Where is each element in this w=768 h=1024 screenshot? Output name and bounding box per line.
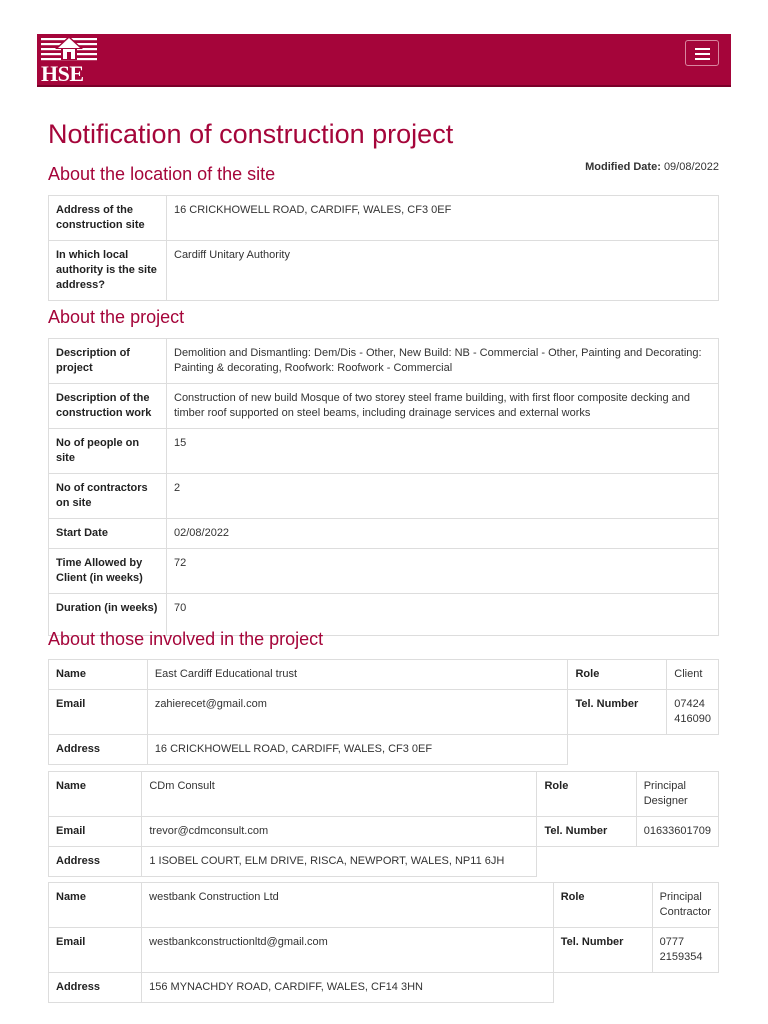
party-name: westbank Construction Ltd	[142, 883, 554, 928]
table-row	[49, 928, 719, 973]
row-value: 02/08/2022	[167, 519, 719, 549]
row-label: In which local authority is the site address?	[49, 241, 167, 301]
empty-cell	[568, 735, 719, 765]
party-address: 1 ISOBEL COURT, ELM DRIVE, RISCA, NEWPORT, WALES, NP11 6JH	[142, 847, 537, 877]
party-role: Principal Designer	[636, 772, 718, 817]
hamburger-icon	[695, 48, 710, 50]
party-email: trevor@cdmconsult.com	[142, 817, 537, 847]
modified-date-label: Modified Date:	[585, 161, 661, 173]
email-label: Email	[49, 690, 148, 735]
site-header	[37, 34, 731, 87]
table-row	[49, 196, 719, 241]
email-label: Email	[49, 817, 142, 847]
row-label: Start Date	[49, 519, 167, 549]
party-email: zahierecet@gmail.com	[147, 690, 568, 735]
hse-logo-text: HSE	[41, 61, 84, 86]
row-label: Description of the construction work	[49, 384, 167, 429]
address-label: Address	[49, 973, 142, 1003]
party-role: Principal Contractor	[652, 883, 718, 928]
party-name: East Cardiff Educational trust	[147, 660, 568, 690]
name-label: Name	[49, 883, 142, 928]
party-tel: 07424 416090	[667, 690, 719, 735]
row-label: No of people on site	[49, 429, 167, 474]
project-heading: About the project	[48, 307, 185, 327]
tel-label: Tel. Number	[553, 928, 652, 973]
hamburger-icon	[695, 53, 710, 55]
table-row	[49, 384, 719, 429]
row-value: 2	[167, 474, 719, 519]
table-row	[49, 241, 719, 301]
name-label: Name	[49, 772, 142, 817]
party-name: CDm Consult	[142, 772, 537, 817]
party-email: westbankconstructionltd@gmail.com	[142, 928, 554, 973]
party-role: Client	[667, 660, 719, 690]
page-title: Notification of construction project	[48, 119, 454, 149]
hamburger-icon	[695, 58, 710, 60]
party-tel: 01633601709	[636, 817, 718, 847]
table-row	[49, 690, 719, 735]
row-value: 16 CRICKHOWELL ROAD, CARDIFF, WALES, CF3 0EF	[167, 196, 719, 241]
modified-date-value: 09/08/2022	[663, 161, 719, 173]
role-label: Role	[568, 660, 667, 690]
modified-date	[585, 161, 719, 173]
row-label: Description of project	[49, 339, 167, 384]
role-label: Role	[537, 772, 636, 817]
row-value: 70	[167, 594, 719, 636]
location-table	[48, 195, 719, 301]
party-address: 16 CRICKHOWELL ROAD, CARDIFF, WALES, CF3 0EF	[147, 735, 568, 765]
table-row	[49, 817, 719, 847]
project-table	[48, 338, 719, 636]
empty-cell	[537, 847, 719, 877]
involved-heading: About those involved in the project	[48, 629, 324, 649]
email-label: Email	[49, 928, 142, 973]
row-label: Time Allowed by Client (in weeks)	[49, 549, 167, 594]
row-value: Demolition and Dismantling: Dem/Dis - Other, New Build: NB - Commercial - Other, Painting and Decorating: Painting & decorating, Roofwork: Roofwork - Commercial	[167, 339, 719, 384]
party-table-designer	[48, 771, 719, 877]
tel-label: Tel. Number	[537, 817, 636, 847]
row-label: No of contractors on site	[49, 474, 167, 519]
table-row	[49, 429, 719, 474]
tel-label: Tel. Number	[568, 690, 667, 735]
table-row	[49, 772, 719, 817]
row-value: Construction of new build Mosque of two storey steel frame building, with first floor composite decking and timber roof supported on steel beams, including drainage services and external works	[167, 384, 719, 429]
empty-cell	[553, 973, 718, 1003]
row-label: Address of the construction site	[49, 196, 167, 241]
table-row	[49, 883, 719, 928]
table-row	[49, 519, 719, 549]
table-row	[49, 339, 719, 384]
party-table-contractor	[48, 882, 719, 1003]
menu-button[interactable]	[685, 40, 719, 66]
table-row	[49, 973, 719, 1003]
row-value: 72	[167, 549, 719, 594]
table-row	[49, 735, 719, 765]
location-heading: About the location of the site	[48, 164, 276, 184]
name-label: Name	[49, 660, 148, 690]
row-value: 15	[167, 429, 719, 474]
table-row	[49, 474, 719, 519]
row-value: Cardiff Unitary Authority	[167, 241, 719, 301]
role-label: Role	[553, 883, 652, 928]
address-label: Address	[49, 735, 148, 765]
address-label: Address	[49, 847, 142, 877]
party-table-client	[48, 659, 719, 765]
table-row	[49, 549, 719, 594]
table-row	[49, 660, 719, 690]
party-address: 156 MYNACHDY ROAD, CARDIFF, WALES, CF14 3HN	[142, 973, 554, 1003]
row-label: Duration (in weeks)	[49, 594, 167, 636]
party-tel: 0777 2159354	[652, 928, 718, 973]
table-row	[49, 847, 719, 877]
